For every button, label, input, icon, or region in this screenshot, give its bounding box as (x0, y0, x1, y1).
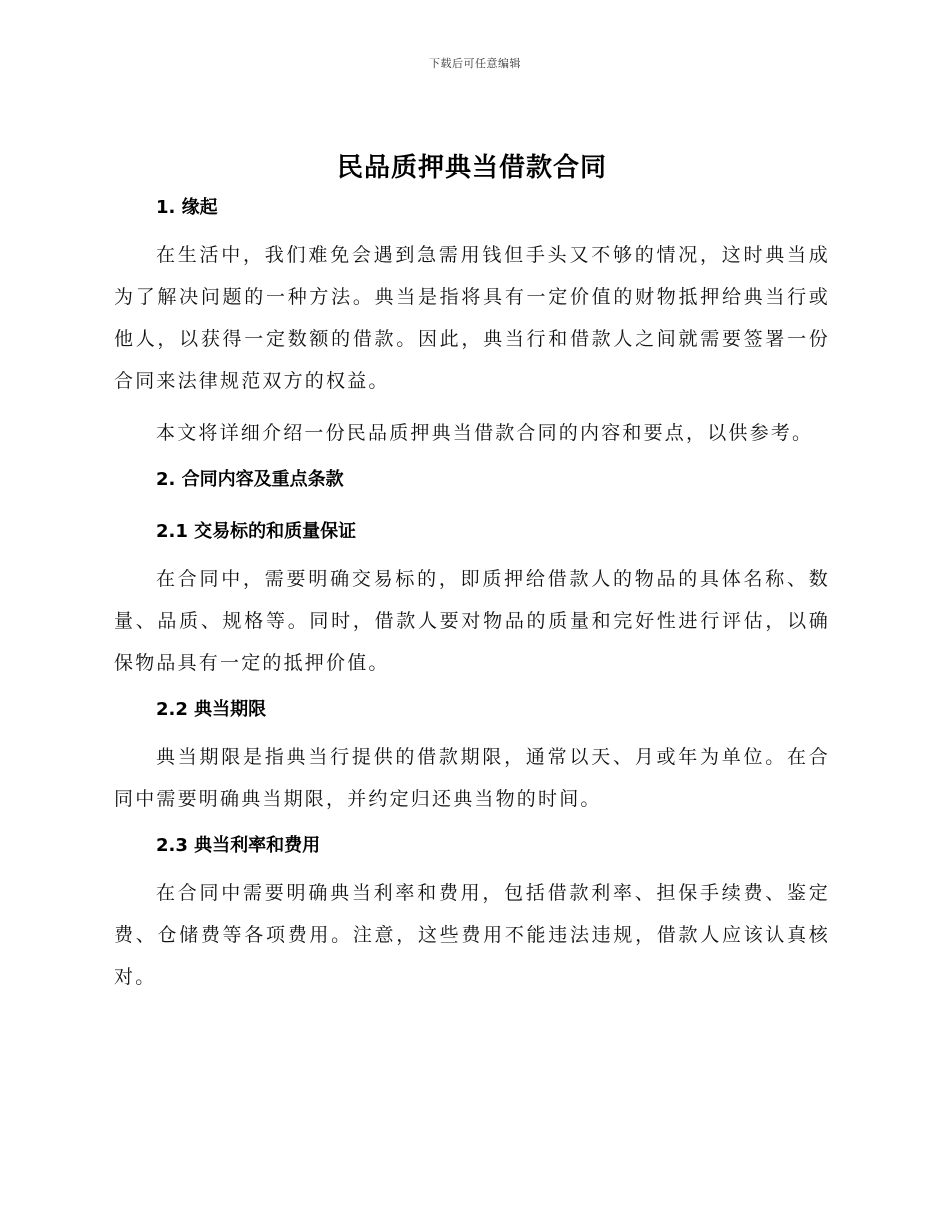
paragraph-origin-1: 在生活中，我们难免会遇到急需用钱但手头又不够的情况，这时典当成为了解决问题的一种方法。典当是指将具有一定价值的财物抵押给典当行或他人，以获得一定数额的借款。因此，典当行和借款人之间就需要签署一份合同来法律规范双方的权益。 (114, 244, 830, 392)
paragraph-origin-2: 本文将详细介绍一份民品质押典当借款合同的内容和要点，以供参考。 (156, 422, 814, 444)
document-body (114, 148, 830, 998)
paragraph-subject-quality: 在合同中，需要明确交易标的，即质押给借款人的物品的具体名称、数量、品质、规格等。同时，借款人要对物品的质量和完好性进行评估，以确保物品具有一定的抵押价值。 (114, 568, 830, 674)
section-heading-contract-content: 2. 合同内容及重点条款 (156, 469, 344, 490)
subsection-heading-rate-fees: 2.3 典当利率和费用 (156, 835, 321, 856)
subsection-heading-pawn-term: 2.2 典当期限 (156, 699, 267, 720)
page-header-note: 下载后可任意编辑 (429, 57, 521, 70)
paragraph-rate-fees: 在合同中需要明确典当利率和费用，包括借款利率、担保手续费、鉴定费、仓储费等各项费用。注意，这些费用不能违法违规，借款人应该认真核对。 (114, 882, 830, 988)
section-heading-origin: 1. 缘起 (156, 197, 218, 218)
paragraph-pawn-term: 典当期限是指典当行提供的借款期限，通常以天、月或年为单位。在合同中需要明确典当期限，并约定归还典当物的时间。 (114, 746, 830, 810)
document-title: 民品质押典当借款合同 (336, 153, 607, 183)
subsection-heading-subject-quality: 2.1 交易标的和质量保证 (156, 521, 357, 542)
